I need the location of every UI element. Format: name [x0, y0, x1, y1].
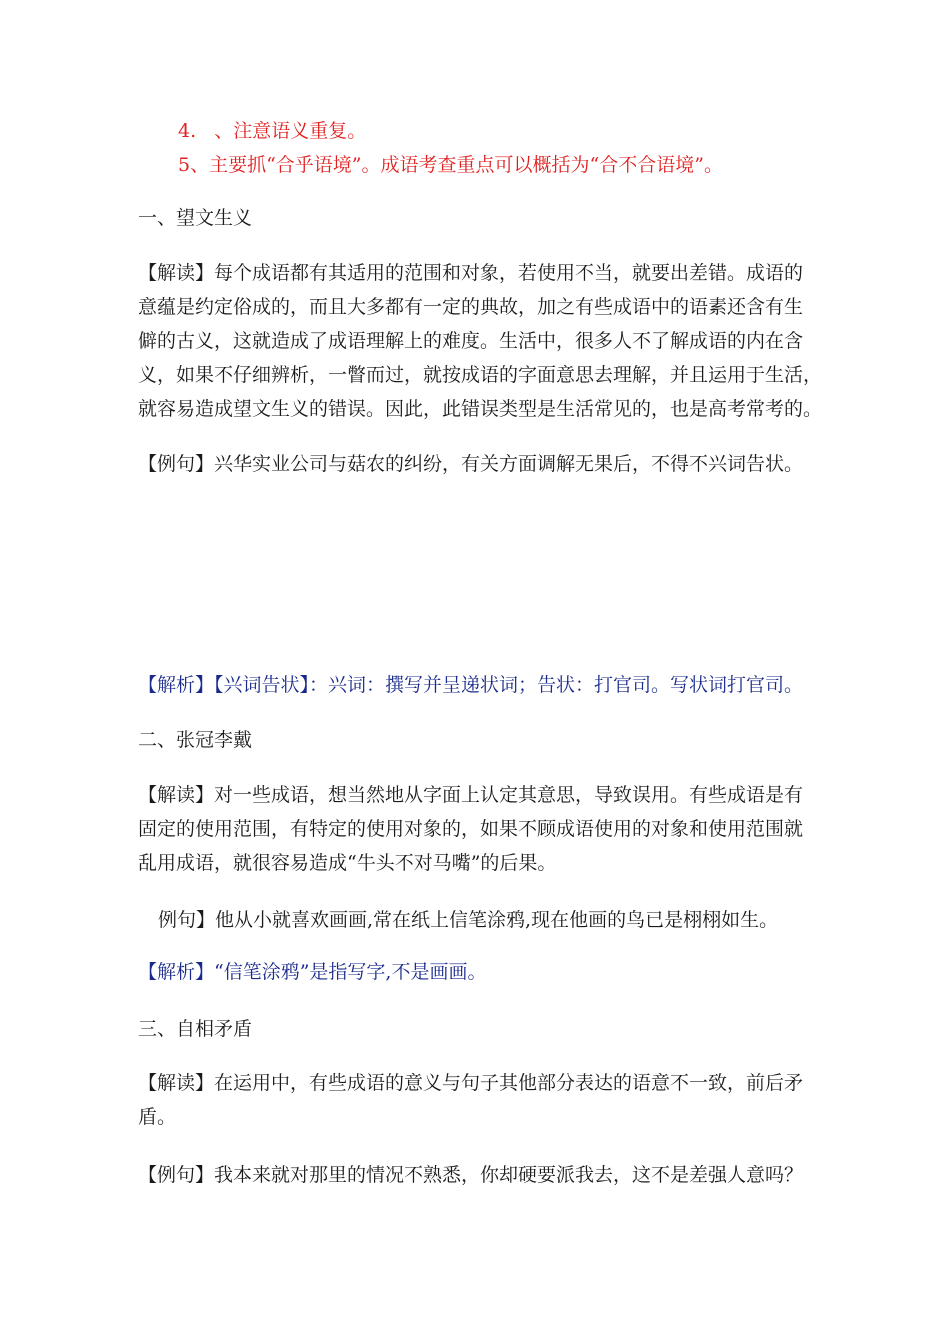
jiedu-line: 【解读】每个成语都有其适用的范围和对象，若使用不当，就要出差错。成语的 — [138, 262, 804, 284]
jiedu-line: 【解读】在运用中，有些成语的意义与句子其他部分表达的语意不一致，前后矛 — [138, 1072, 804, 1094]
jiedu-line: 【解读】对一些成语，想当然地从字面上认定其意思，导致误用。有些成语是有 — [138, 784, 804, 806]
point-4: 4. 、注意语义重复。 — [178, 120, 367, 142]
section-2-example: 例句】他从小就喜欢画画,常在纸上信笔涂鸦,现在他画的鸟已是栩栩如生。 — [158, 909, 779, 931]
jiedu-line: 固定的使用范围，有特定的使用对象的，如果不顾成语使用的对象和使用范围就 — [138, 818, 804, 840]
section-2-analysis: 【解析】“信笔涂鸦”是指写字,不是画画。 — [138, 961, 487, 983]
section-1-analysis: 【解析】【兴词告状】：兴词：撰写并呈递状词；告状：打官司。写状词打官司。 — [138, 674, 804, 696]
section-1-heading: 一、望文生义 — [138, 207, 253, 229]
point-5: 5、主要抓“合乎语境”。成语考查重点可以概括为“合不合语境”。 — [178, 154, 723, 176]
jiedu-line: 就容易造成望文生义的错误。因此，此错误类型是生活常见的，也是高考常考的。 — [138, 398, 823, 420]
section-3-heading: 三、自相矛盾 — [138, 1018, 253, 1040]
section-2-heading: 二、张冠李戴 — [138, 729, 253, 751]
jiedu-line: 乱用成语，就很容易造成“牛头不对马嘴”的后果。 — [138, 852, 557, 874]
section-1-example: 【例句】兴华实业公司与菇农的纠纷，有关方面调解无果后，不得不兴词告状。 — [138, 453, 804, 475]
jiedu-line: 盾。 — [138, 1106, 177, 1128]
section-3-jiedu — [138, 1066, 822, 1134]
section-3-example: 【例句】我本来就对那里的情况不熟悉，你却硬要派我去，这不是差强人意吗？ — [138, 1164, 804, 1186]
section-1-jiedu — [138, 256, 822, 426]
jiedu-line: 义，如果不仔细辨析，一瞥而过，就按成语的字面意思去理解，并且运用于生活， — [138, 364, 823, 386]
section-2-jiedu — [138, 778, 822, 880]
jiedu-line: 僻的古义，这就造成了成语理解上的难度。生活中，很多人不了解成语的内在含 — [138, 330, 804, 352]
jiedu-line: 意蕴是约定俗成的，而且大多都有一定的典故，加之有些成语中的语素还含有生 — [138, 296, 804, 318]
